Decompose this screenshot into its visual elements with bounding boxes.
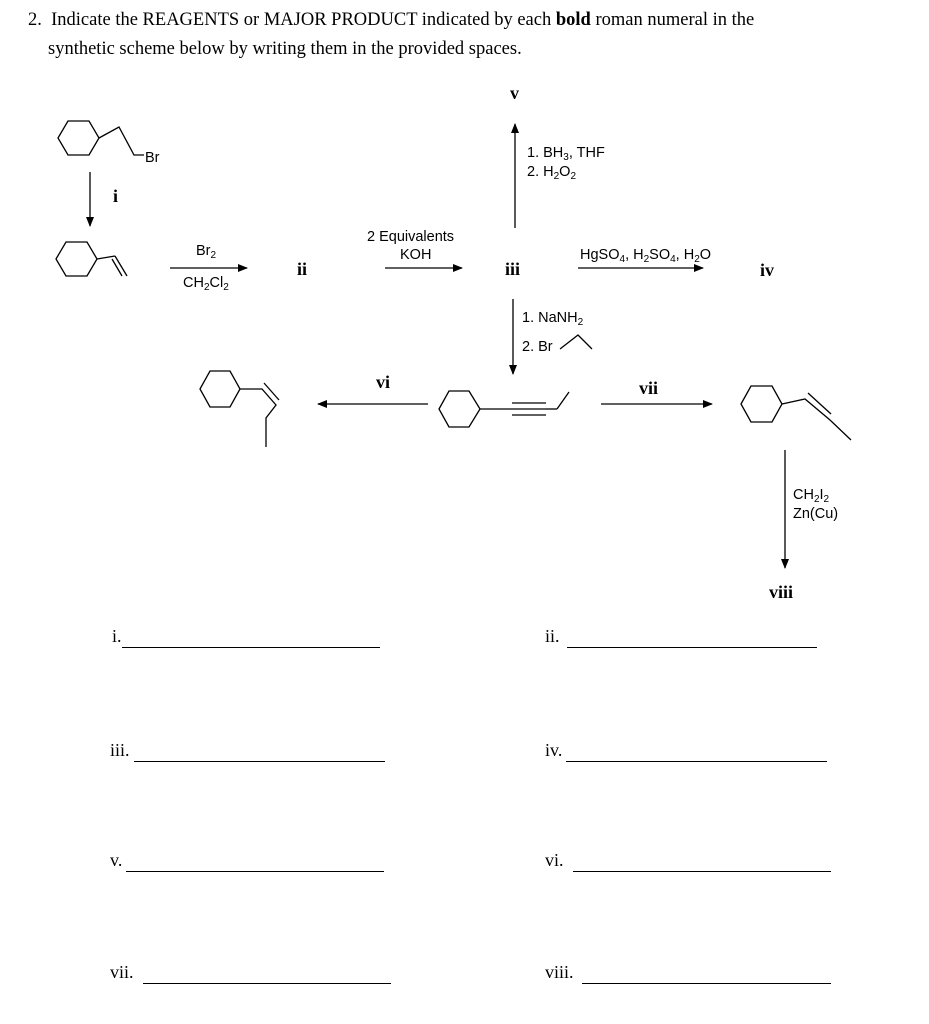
answer-label-viii: viii. <box>545 962 574 982</box>
numeral-i: i <box>113 186 119 206</box>
numeral-iii: iii <box>505 259 521 279</box>
answer-label-ii: ii. <box>545 626 560 646</box>
answer-blank-ii[interactable] <box>567 647 817 648</box>
reagent-bromoethane: 2. Br <box>522 339 553 355</box>
numeral-ii: ii <box>297 259 308 279</box>
question-bold-word: bold <box>555 10 591 30</box>
answer-label-vi: vi. <box>545 850 564 870</box>
reagent-ch2i2: $CH_2I_2$ <box>793 487 830 505</box>
answer-label-vii: vii. <box>110 962 134 982</box>
bromoethane-fragment <box>560 335 592 349</box>
answer-label-v: v. <box>110 850 123 870</box>
molecule-product-vi <box>200 371 279 447</box>
reagent-zn-cu: Zn(Cu) <box>793 506 839 522</box>
numeral-viii: viii <box>769 582 794 602</box>
answer-blank-v[interactable] <box>126 871 384 872</box>
answer-blank-vii[interactable] <box>143 983 391 984</box>
numeral-v: v <box>510 83 519 103</box>
answer-blank-vi[interactable] <box>573 871 831 872</box>
reagent-br2: $Br_2$ <box>196 243 217 261</box>
answer-blank-viii[interactable] <box>582 983 831 984</box>
molecule-vinylcyclohexane <box>56 242 127 276</box>
answer-blank-iii[interactable] <box>134 761 385 762</box>
reagent-koh: KOH <box>400 247 432 263</box>
reagent-hgso4-h2so4-h2o: HgSO$_4$, $H_2SO_4$, $H_2O$ <box>580 247 712 265</box>
reagent-bh3-thf: 1. $BH_3$, THF <box>527 145 605 163</box>
answer-blank-iv[interactable] <box>566 761 827 762</box>
molecule-cyclohexyl-ethyl-bromide <box>58 121 144 155</box>
molecule-alkyne <box>439 391 569 427</box>
reagent-koh-equivalents: 2 Equivalents <box>367 229 455 245</box>
numeral-iv: iv <box>760 260 775 280</box>
reagent-ch2cl2: $CH_2Cl_2$ <box>183 275 229 293</box>
bromo-substituent-label: Br <box>145 150 160 166</box>
numeral-vi: vi <box>376 372 391 392</box>
answer-label-iii: iii. <box>110 740 130 760</box>
molecule-product-vii <box>741 386 851 440</box>
answer-label-iv: iv. <box>545 740 563 760</box>
answer-label-i: i. <box>112 626 122 646</box>
question-text-after: roman numeral in the <box>595 10 755 30</box>
numeral-vii: vii <box>639 378 659 398</box>
question-line-2: synthetic scheme below by writing them in the provided spaces. <box>48 39 522 59</box>
answer-blank-i[interactable] <box>122 647 380 648</box>
question-text-before: Indicate the REAGENTS or MAJOR PRODUCT indicated by each <box>51 10 552 30</box>
reagent-nanh2: 1. NaNH$_2$ <box>522 310 584 328</box>
question-number: 2. <box>28 10 42 30</box>
reagent-h2o2: 2. $H_2O_2$ <box>527 164 576 182</box>
